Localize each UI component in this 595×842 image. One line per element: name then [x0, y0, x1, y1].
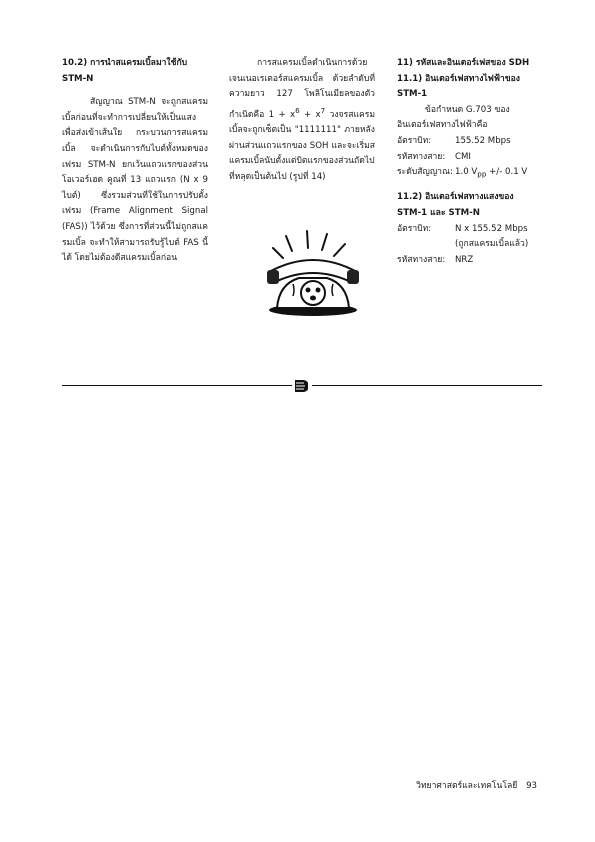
- spec-value: CMI: [455, 151, 471, 162]
- section-divider: [62, 380, 542, 392]
- column-left: [62, 56, 208, 267]
- section-heading-11: 11) รหัสและอินเตอร์เฟสของ SDH: [397, 58, 530, 68]
- spec-label: อัตราบิท:: [397, 223, 432, 234]
- section-heading-11-2: [397, 190, 543, 221]
- page-footer: [416, 778, 537, 792]
- column-middle: [229, 56, 375, 186]
- spec-label: รหัสทางสาย:: [397, 151, 446, 162]
- spacer: [397, 237, 455, 253]
- text-run: วงจรสแครมเบิ้ลจะถูกเซ็ตเป็น "1111111" ภายหลังผ่านส่วนแถวแรกของ SOH และจะเริ่มสแครมเบิ้ลนับตั้งแต่บิตแรกของส่วนถัดไปที่หลุดเป็นต้นไป (รูปที่ 14): [229, 109, 376, 183]
- spec-row: [397, 134, 543, 150]
- section-heading-10-2: [62, 56, 208, 87]
- heading-line: STM-1: [397, 89, 428, 100]
- text-run: +/- 0.1 V: [486, 167, 528, 178]
- page-number: 93: [526, 781, 537, 791]
- spec-label: ระดับสัญญาณ:: [397, 167, 453, 178]
- footer-title: วิทยาศาสตร์และเทคโนโลยี: [416, 781, 518, 791]
- divider-line-left: [62, 385, 292, 386]
- spec-row: [397, 222, 543, 238]
- spec-label: อัตราบิท:: [397, 135, 432, 146]
- subscript: pp: [477, 169, 487, 179]
- spec-value: 155.52 Mbps: [455, 135, 511, 146]
- spec-value: N x 155.52 Mbps: [455, 223, 528, 234]
- optical-spec-list: [397, 222, 543, 269]
- heading-line: 10.2) การนำสแครมเบิ้ลมาใช้กับ: [62, 58, 188, 68]
- spec-row: [397, 150, 543, 166]
- heading-line: STM-N: [62, 73, 94, 84]
- paragraph-scrambling-stm-n: สัญญาณ STM-N จะถูกสแครมเบิ้ลก่อนที่จะทำการเปลี่ยนให้เป็นแสงเพื่อส่งเข้าเส้นใย กระบวนการสแครมเบิ้ล จะดำเนินการกับไบต์ทั้งหมดของเฟรม STM-N ยกเว้นแถวแรกของส่วนโอเวอร์เฮด คูณที่ 13 แถวแรก (N x 9 ไบต์) ซึ่งรวมส่วนที่ใช้ในการปรับตั้งเฟรม (Frame Alignment Signal (FAS)) ไว้ด้วย ซึ่งการที่ส่วนนี้ไม่ถูกสแครมเบิ้ล จะทำให้สามารถรับรู้ไบต์ FAS นี้ได้ โดยไม่ต้องดีสแครมเบิ้ลก่อน: [62, 97, 208, 264]
- electrical-interface-intro: ข้อกำหนด G.703 ของอินเตอร์เฟสทางไฟฟ้าคือ: [397, 104, 510, 131]
- spec-value: NRZ: [455, 254, 474, 265]
- spec-row: [397, 253, 543, 269]
- column-right: [397, 56, 543, 268]
- text-run: 1.0 V: [455, 167, 478, 178]
- heading-line: 11.2) อินเตอร์เฟสทางแสงของ: [397, 192, 514, 203]
- spec-row-voltage: [397, 165, 543, 182]
- exponent: 7: [320, 105, 326, 115]
- divider-line-right: [312, 385, 542, 386]
- spec-value: [455, 165, 543, 182]
- section-heading-11-1: [397, 72, 543, 103]
- exponent: 6: [295, 105, 300, 115]
- cartoon-telephone-icon: [253, 226, 371, 322]
- heading-line: 11.1) อินเตอร์เฟสทางไฟฟ้าของ: [397, 73, 520, 84]
- paragraph-scrambler-polynomial: [229, 56, 375, 186]
- spec-label: รหัสทางสาย:: [397, 254, 446, 265]
- spec-note: (ถูกสแครมเบิ้ลแล้ว): [455, 239, 529, 250]
- electrical-spec-list: [397, 134, 543, 183]
- text-run: + x: [299, 109, 321, 120]
- text-run: การสแครมเบิ้ลดำเนินการด้วยเจนเนอเรเตอร์สแครมเบิ้ล ด้วยลำดับที่ความยาว 127 โพลิโนเมียลของตัวกำเนิดคือ 1 + x: [229, 58, 375, 120]
- divider-ornament-icon: [294, 380, 308, 392]
- spec-row-note: [397, 237, 543, 253]
- heading-line: STM-1 และ STM-N: [397, 208, 480, 219]
